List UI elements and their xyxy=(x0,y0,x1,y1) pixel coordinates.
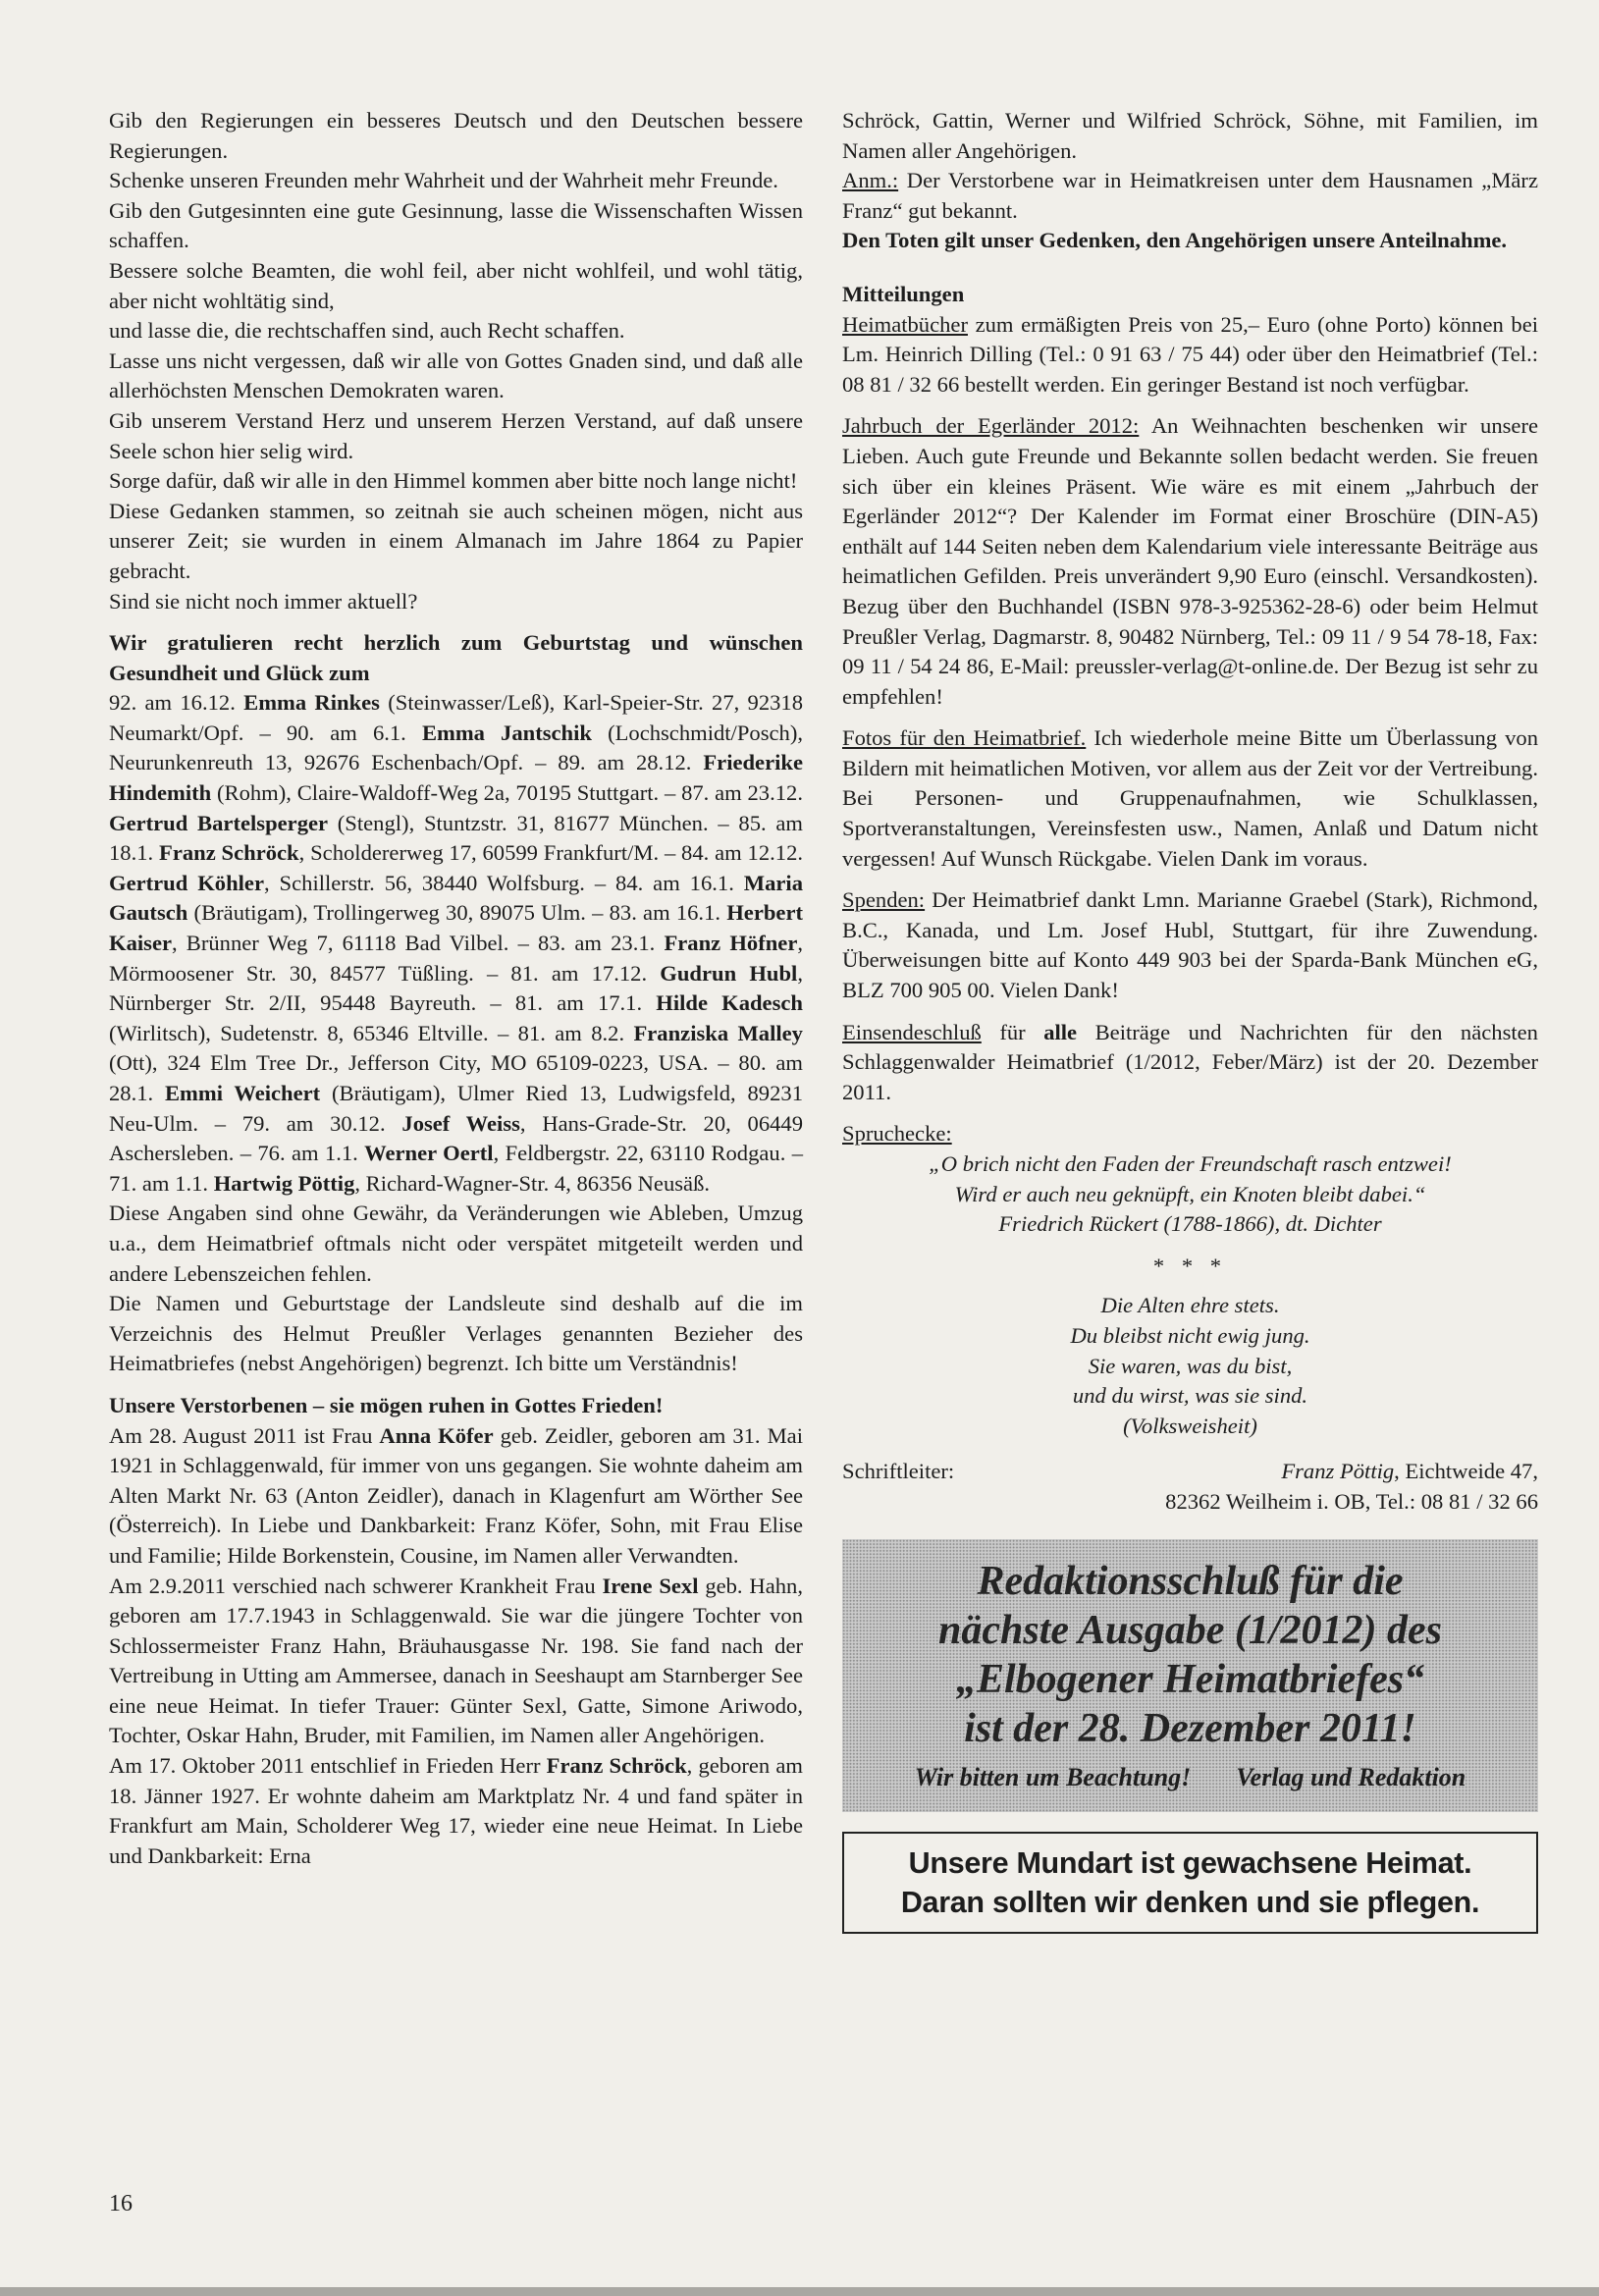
birthday-name: Josef Weiss xyxy=(401,1110,520,1136)
deadline-notice-footer: Wir bitten um Beachtung! Verlag und Redaktion xyxy=(914,1763,1466,1792)
birthday-name: Herbert Kaiser xyxy=(109,900,803,956)
birthday-name: Gertrud Köhler xyxy=(109,870,264,895)
birthday-list: 92. am 16.12. Emma Rinkes (Steinwasser/Leß), Karl-Speier-Str. 27, 92318 Neumarkt/Opf. – 90. am 6.1. Emma Jantschik (Lochschmidt/Posch), Neurunkenreuth 13, 92676 Eschenbach/Opf. – 89. am 28.12. Friederike Hindemith (Rohm), Claire-Waldoff-Weg 2a, 70195 Stuttgart. – 87. am 23.12. Gertrud Bartelsperger (Stengl), Stuntzstr. 31, 81677 München. – 85. am 18.1. Franz Schröck, Scholdererweg 17, 60599 Frankfurt/M. – 84. am 12.12. Gertrud Köhler, Schillerstr. 56, 38440 Wolfsburg. – 84. am 16.1. Maria Gautsch (Bräutigam), Trollingerweg 30, 89075 Ulm. – 83. am 16.1. Herbert Kaiser, Brünner Weg 7, 61118 Bad Vilbel. – 83. am 23.1. Franz Höfner, Mörmoosener Str. 30, 84577 Tüßling. – 81. am 17.12. Gudrun Hubl, Nürnberger Str. 2/II, 95448 Bayreuth. – 81. am 17.1. Hilde Kadesch (Wirlitsch), Sudetenstr. 8, 65346 Eltville. – 81. am 8.2. Franziska Malley (Ott), 324 Elm Tree Dr., Jefferson City, MO 65109-0223, USA. – 80. am 28.1. Emmi Weichert (Bräutigam), Ulmer Ried 13, Ludwigsfeld, 89231 Neu-Ulm. – 79. am 30.12. Josef Weiss, Hans-Grade-Str. 20, 06449 Aschersleben. – 76. am 1.1. Werner Oertl, Feldbergstr. 22, 63110 Rodgau. – 71. am 1.1. Hartwig Pöttig, Richard-Wagner-Str. 4, 86356 Neusäß. xyxy=(109,690,804,1196)
poem-line: Gib den Regierungen ein besseres Deutsch und den Deutschen bessere Regierungen. xyxy=(109,108,803,163)
notice-spenden: Spenden: Der Heimatbrief dankt Lmn. Marianne Graebel (Stark), Richmond, B.C., Kanada, und Lm. Josef Hubl, Stuttgart, für ihre Zuwendung. Überweisungen bitte auf Konto 449 903 bei der Sparda-Bank München eG, BLZ 700 905 00. Vielen Dank! xyxy=(842,887,1538,1003)
obituary-note: Anm.: Der Verstorbene war in Heimatkreisen unter dem Hausnamen „März Franz“ gut bekannt. xyxy=(842,168,1538,223)
birthday-name: Gertrud Bartelsperger xyxy=(109,810,329,835)
obituary-heading: Unsere Verstorbenen – sie mögen ruhen in Gottes Frieden! xyxy=(109,1392,664,1417)
birthday-name: Franziska Malley xyxy=(633,1020,803,1045)
birthday-name: Werner Oertl xyxy=(364,1141,494,1166)
editor-address: Franz Pöttig, Eichtweide 47, xyxy=(1281,1459,1538,1484)
poem-source: Diese Gedanken stammen, so zeitnah sie auch scheinen mögen, nicht aus unserer Zeit; sie wurden in einem Almanach im Jahre 1864 zu Papier gebracht. xyxy=(109,498,803,583)
notice-heimatbuecher: Heimatbücher zum ermäßigten Preis von 25,– Euro (ohne Porto) können bei Lm. Heinrich Dilling (Tel.: 0 91 63 / 75 44) oder über den Heimatbrief (Tel.: 08 81 / 32 66 bestellt werden. Ein geringer Bestand ist noch verfügbar. xyxy=(842,311,1538,397)
poem-line: Sorge dafür, daß wir alle in den Himmel kommen aber bitte noch lange nicht! xyxy=(109,468,798,494)
page-number: 16 xyxy=(109,2191,133,2216)
editor-block xyxy=(842,1457,1538,1487)
deadline-notice-line: „Elbogener Heimatbriefes“ xyxy=(955,1657,1425,1703)
spruchecke-heading: Spruchecke: xyxy=(842,1121,952,1147)
quote-attribution: Friedrich Rückert (1788-1866), dt. Dichter xyxy=(998,1211,1382,1237)
notice-fotos: Fotos für den Heimatbrief. Ich wiederhole meine Bitte um Überlassung von Bildern mit heimatlichen Motiven, vor allem aus der Zeit vor der Vertreibung. Bei Personen- und Gruppenaufnahmen, wie Schulklassen, Sportveranstaltungen, Vereinsfesten usw., Namen, Anlaß und Datum nicht vergessen! Auf Wunsch Rückgabe. Vielen Dank im voraus. xyxy=(842,725,1538,871)
notice-einsendeschluss: Einsendeschluß für alle Beiträge und Nachrichten für den nächsten Schlaggenwalder Heimatbrief (1/2012, Feber/März) ist der 20. Dezember 2011. xyxy=(842,1019,1538,1104)
birthday-disclaimer-2: Die Namen und Geburtstage der Landsleute sind deshalb auf die im Verzeichnis des Helmut Preußler Verlages genannten Bezieher des Heimatbriefes (nebst Angehörigen) begrenzt. Ich bitte um Verständnis! xyxy=(109,1291,803,1376)
left-column xyxy=(109,106,803,1871)
birthday-name: Emma Jantschik xyxy=(421,720,592,745)
mundart-line: Daran sollten wir denken und sie pflegen. xyxy=(900,1885,1480,1919)
deadline-notice-line: ist der 28. Dezember 2011! xyxy=(964,1706,1416,1752)
deceased-name: Anna Köfer xyxy=(379,1422,494,1448)
obituary-entry: Am 28. August 2011 ist Frau Anna Köfer geb. Zeidler, geboren am 31. Mai 1921 in Schlaggenwald, für immer von uns gegangen. Sie wohnte daheim am Alten Markt Nr. 63 (Anton Zeidler), danach in Klagenfurt am Wörther See (Österreich). In Liebe und Dankbarkeit: Franz Köfer, Sohn, mit Frau Elise und Familie; Hilde Borkenstein, Cousine, im Namen aller Verwandten. xyxy=(109,1422,803,1568)
quote-line: Sie waren, was du bist, xyxy=(1088,1353,1293,1378)
deceased-name: Franz Schröck xyxy=(546,1753,687,1779)
birthday-name: Gudrun Hubl xyxy=(660,960,798,986)
birthday-name: Hartwig Pöttig xyxy=(213,1170,355,1196)
condolence-line: Den Toten gilt unser Gedenken, den Angehörigen unsere Anteilnahme. xyxy=(842,228,1508,253)
obituary-entry: Am 2.9.2011 verschied nach schwerer Krankheit Frau Irene Sexl geb. Hahn, geboren am 17.7.1943 in Schlaggenwald. Sie war die jüngere Tochter von Schlossermeister Franz Hahn, Bräuhausgasse Nr. 198. Sie fand nach der Vertreibung in Utting am Ammersee, danach in Seeshaupt am Starnberger See eine neue Heimat. In tiefer Trauer: Günter Sexl, Gatte, Simone Ariwodo, Tochter, Oskar Hahn, Bruder, mit Familien, im Namen aller Angehörigen. xyxy=(109,1573,803,1748)
poem-line: Schenke unseren Freunden mehr Wahrheit und der Wahrheit mehr Freunde. xyxy=(109,168,778,193)
quote-line: Die Alten ehre stets. xyxy=(1100,1293,1280,1318)
poem-line: Lasse uns nicht vergessen, daß wir alle von Gottes Gnaden sind, und daß alle allerhöchsten Menschen Demokraten waren. xyxy=(109,347,803,403)
birthday-name: Maria Gautsch xyxy=(109,870,804,926)
quote-line: und du wirst, was sie sind. xyxy=(1072,1383,1308,1409)
editor-label: Schriftleiter: xyxy=(842,1459,955,1484)
mundart-line: Unsere Mundart ist gewachsene Heimat. xyxy=(908,1845,1472,1880)
notice-jahrbuch: Jahrbuch der Egerländer 2012: An Weihnachten beschenken wir unsere Lieben. Auch gute Freunde und Bekannte sollen bedacht werden. Sie freuen sich über ein kleines Präsent. Wie wäre es mit einem „Jahrbuch der Egerländer 2012“? Der Kalender im Format einer Broschüre (DIN-A5) enthält auf 144 Seiten neben dem Kalendarium viele interessante Beiträge aus heimatlichen Gefilden. Preis unverändert 9,90 Euro (einschl. Versandkosten). Bezug über den Buchhandel (ISBN 978-3-925362-28-6) oder beim Helmut Preußler Verlag, Dagmarstr. 8, 90482 Nürnberg, Tel.: 09 11 / 9 54 78-18, Fax: 09 11 / 54 24 86, E-Mail: preussler-verlag@t-online.de. Der Bezug ist sehr zu empfehlen! xyxy=(842,413,1539,709)
birthday-name: Emmi Weichert xyxy=(164,1081,321,1105)
mitteilungen-heading: Mitteilungen xyxy=(842,281,965,306)
poem-line: Gib den Gutgesinnten eine gute Gesinnung, lasse die Wissenschaften Wissen schaffen. xyxy=(109,197,803,253)
birthday-disclaimer: Diese Angaben sind ohne Gewähr, da Veränderungen wie Ableben, Umzug u.a., dem Heimatbrief oftmals nicht oder verspätet mitgeteilt werden und andere Lebenszeichen fehlen. xyxy=(109,1201,803,1286)
deadline-notice-box xyxy=(842,1539,1538,1812)
deadline-notice-line: nächste Ausgabe (1/2012) des xyxy=(938,1608,1442,1654)
poem-line: Bessere solche Beamten, die wohl feil, aber nicht wohlfeil, und wohl tätig, aber nicht wohltätig sind, xyxy=(109,257,803,313)
quote-line: Du bleibst nicht ewig jung. xyxy=(1070,1322,1310,1348)
quote-line: Wird er auch neu geknüpft, ein Knoten bleibt dabei.“ xyxy=(954,1181,1426,1206)
poem-line: Gib unserem Verstand Herz und unserem Herzen Verstand, auf daß unsere Seele schon hier selig wird. xyxy=(109,407,803,463)
mundart-box xyxy=(842,1832,1538,1934)
deadline-notice-line: Redaktionsschluß für die xyxy=(977,1559,1404,1605)
obituary-entry: Am 17. Oktober 2011 entschlief in Frieden Herr Franz Schröck, geboren am 18. Jänner 1927. Er wohnte daheim am Marktplatz Nr. 4 und fand später in Frankfurt am Main, Scholderer Weg 17, wieder eine neue Heimat. In Liebe und Dankbarkeit: Erna xyxy=(109,1753,803,1868)
obituary-continued: Schröck, Gattin, Werner und Wilfried Schröck, Söhne, mit Familien, im Namen aller Angehörigen. xyxy=(842,108,1538,163)
section-separator: * * * xyxy=(1152,1253,1228,1278)
right-column xyxy=(842,106,1538,1934)
poem-line: und lasse die, die rechtschaffen sind, auch Recht schaffen. xyxy=(109,318,625,344)
quote-line: „O brich nicht den Faden der Freundschaft rasch entzwei! xyxy=(929,1151,1452,1176)
birthday-name: Emma Rinkes xyxy=(243,690,380,716)
birthday-name: Franz Schröck xyxy=(159,840,299,866)
birthday-name: Hilde Kadesch xyxy=(656,990,803,1016)
scan-edge xyxy=(0,2287,1599,2296)
birthday-name: Friederike Hindemith xyxy=(109,750,803,806)
deceased-name: Irene Sexl xyxy=(602,1573,699,1598)
editor-address-line: 82362 Weilheim i. OB, Tel.: 08 81 / 32 66 xyxy=(1165,1488,1538,1514)
birthday-heading: Wir gratulieren recht herzlich zum Geburtstag und wünschen Gesundheit und Glück zum xyxy=(109,630,803,685)
poem-question: Sind sie nicht noch immer aktuell? xyxy=(109,588,418,614)
birthday-name: Franz Höfner xyxy=(664,931,798,956)
quote-attribution: (Volksweisheit) xyxy=(1123,1413,1257,1438)
